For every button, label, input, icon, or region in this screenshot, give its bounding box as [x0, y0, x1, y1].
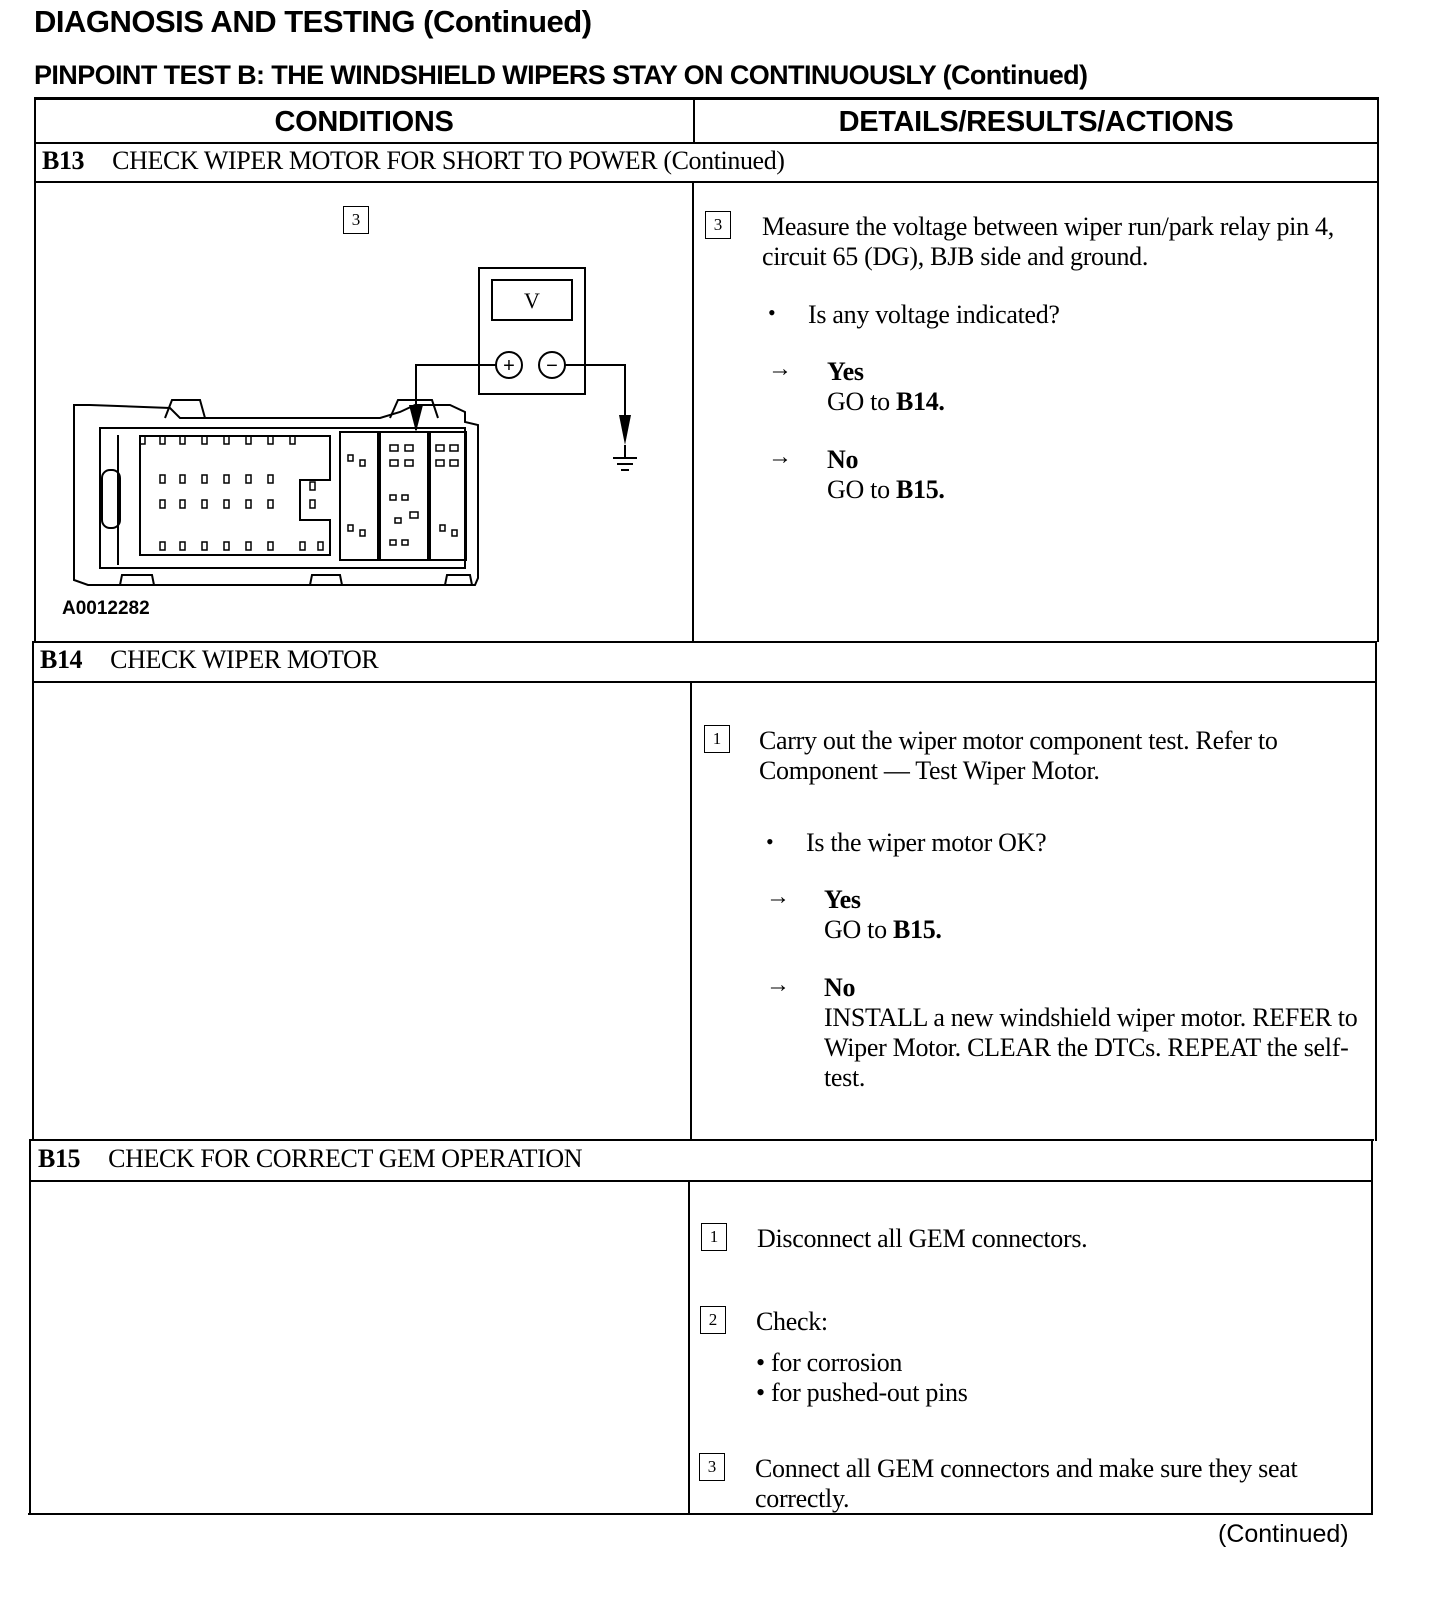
figure-label: A0012282: [62, 598, 150, 619]
step-number: 3: [699, 1453, 725, 1481]
instruction-text: Check:: [756, 1307, 828, 1336]
divider: [34, 97, 36, 642]
ground-icon: [613, 445, 637, 470]
figure-step-number: 3: [343, 206, 369, 234]
check-item: for pushed-out pins: [771, 1378, 968, 1407]
gem-connector-diagram: [60, 200, 660, 630]
step-header-b15: [38, 1144, 582, 1174]
check-item: for corrosion: [771, 1348, 903, 1377]
divider: [29, 1180, 1373, 1182]
no-label: No: [824, 973, 856, 1002]
list-item: • for corrosion: [756, 1348, 903, 1377]
step-number: 1: [701, 1223, 727, 1251]
step-number: 3: [705, 211, 731, 239]
divider: [30, 1139, 1374, 1141]
column-divider: [692, 181, 694, 643]
pinpoint-test-title: PINPOINT TEST B: THE WINDSHIELD WIPERS STAY ON CONTINUOUSLY (Continued): [34, 60, 1088, 90]
table-top-border: [34, 97, 1378, 100]
instruction-text: Connect all GEM connectors and make sure they seat correctly.: [755, 1454, 1298, 1513]
instruction-text: Disconnect all GEM connectors.: [757, 1224, 1088, 1253]
divider: [32, 641, 34, 1141]
go-to-text: GO to: [827, 387, 890, 416]
yes-label: Yes: [827, 357, 864, 386]
yes-result: [827, 357, 945, 417]
plus-terminal: +: [503, 355, 515, 377]
check-list: [756, 1348, 968, 1408]
divider: [1377, 97, 1379, 642]
positive-lead: [416, 365, 496, 430]
page-title: DIAGNOSIS AND TESTING (Continued): [34, 4, 592, 39]
yes-result: [824, 885, 942, 945]
probe-tip: [619, 415, 631, 445]
arrow-icon: →: [766, 884, 790, 910]
yes-label: Yes: [824, 885, 861, 914]
step-id: B13: [42, 146, 85, 175]
go-to-target: B15.: [892, 915, 942, 944]
instruction-text: Carry out the wiper motor component test. Refer to Component — Test Wiper Motor.: [759, 726, 1278, 785]
no-label: No: [827, 445, 859, 474]
column-divider: [688, 1180, 690, 1515]
column-divider: [690, 681, 692, 1141]
no-result: [824, 973, 1364, 1093]
step-header-b14: [40, 645, 378, 675]
negative-lead: [565, 365, 625, 420]
step-title: CHECK WIPER MOTOR: [110, 645, 379, 674]
go-to-text: GO to: [824, 915, 887, 944]
go-to-target: B15.: [895, 475, 945, 504]
arrow-icon: →: [766, 972, 790, 998]
arrow-icon: →: [768, 444, 792, 470]
no-result: [827, 445, 945, 505]
divider: [34, 142, 1378, 144]
divider: [1371, 1139, 1373, 1515]
divider: [34, 181, 1378, 183]
question-text: Is the wiper motor OK?: [806, 828, 1047, 857]
meter-label: V: [524, 288, 540, 313]
bullet: •: [766, 829, 774, 854]
bullet: •: [768, 300, 776, 325]
instruction-text: Measure the voltage between wiper run/park relay pin 4, circuit 65 (DG), BJB side and ground.: [762, 212, 1334, 271]
continued-label: (Continued): [1218, 1520, 1349, 1548]
arrow-icon: →: [768, 356, 792, 382]
divider: [1375, 641, 1377, 1141]
step-number: 1: [704, 725, 730, 753]
step-id: B14: [40, 645, 83, 674]
step-id: B15: [38, 1144, 81, 1173]
divider: [32, 681, 1376, 683]
list-item: • for pushed-out pins: [756, 1378, 968, 1407]
go-to-target: B14.: [895, 387, 945, 416]
question-text: Is any voltage indicated?: [808, 300, 1060, 329]
go-to-text: GO to: [827, 475, 890, 504]
gem-connector-body: [74, 400, 478, 585]
step-header-b13: [42, 146, 785, 176]
step-title: CHECK FOR CORRECT GEM OPERATION: [108, 1144, 583, 1173]
step-title: CHECK WIPER MOTOR FOR SHORT TO POWER (Continued): [112, 146, 785, 175]
minus-terminal: −: [546, 355, 558, 377]
step-number: 2: [700, 1306, 726, 1334]
divider: [29, 1139, 31, 1515]
voltmeter-icon: [479, 268, 585, 394]
action-text: INSTALL a new windshield wiper motor. REFER to Wiper Motor. CLEAR the DTCs. REPEAT the self-test.: [824, 1003, 1358, 1092]
divider: [33, 641, 1377, 643]
column-header-details: DETAILS/RESULTS/ACTIONS: [838, 106, 1234, 138]
column-header-conditions: CONDITIONS: [274, 106, 454, 138]
